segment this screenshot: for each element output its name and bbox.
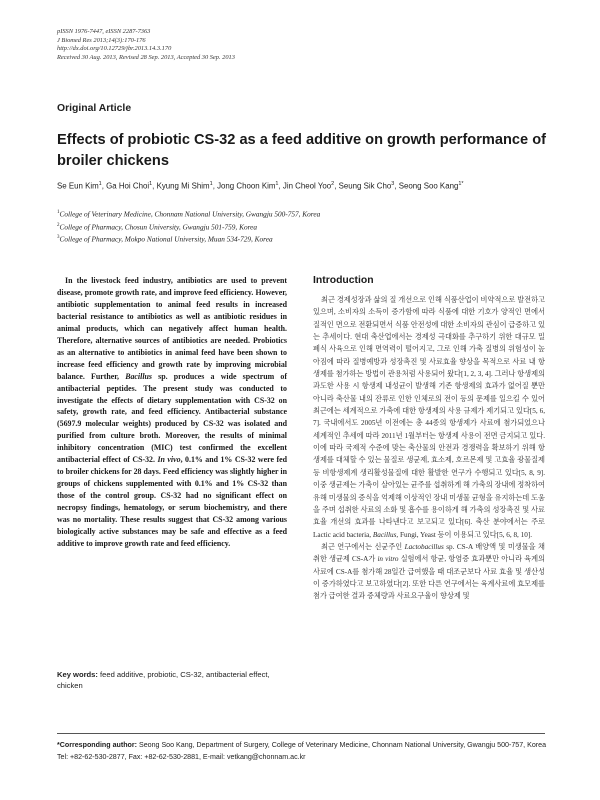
affiliation — [57, 232, 537, 245]
author-aff: 2 — [331, 181, 335, 187]
affiliation-text: College of Pharmacy, Chosun University, Gwangju 501-759, Korea — [59, 222, 258, 232]
author: Kyung Mi Shim — [156, 181, 210, 191]
keywords — [57, 669, 287, 691]
paragraph-text: 최근 경제성장과 삶의 질 개선으로 인해 식품산업이 비약적으로 발전하고 있으며, 소비자의 소득이 증가함에 따라 식품에 대한 기호가 양적인 면에서 질적인 면으로 전환되면서 식품 안전성에 대한 소비자의 관심이 급증하고 있는 추세이다. 현대 축산업에서는 경제성 극대화를 추구하기 위한 대규모 밀폐식 사육으로 인해 면역력이 떨어지고, 그로 인해 가축 질병의 위험성이 높아짐에 따라 질병예방과 성장촉진 및 사료효율 향상을 목적으로 사료 내 항생제를 첨가하는 방법이 관용처럼 사용되어 왔다[1, 2, 3, 4]. 그러나 항생제의 과도한 사용 시 항생제 내성균이 발생해 기존 항생제의 효과가 없어질 뿐만 아니라 축산물 내의 잔류로 인한 인체로의 전이 등의 문제를 일으킬 수 있어 최근에는 세계적으로 가축에 대한 항생제의 사용 규제가 제기되고 있다[5, 6, 7]. 국내에서도 2005년 이전에는 총 44종의 항생제가 사료에 첨가되었으나 세계적인 추세에 따라 2011년 1월부터는 항생제 사용이 전면 금지되고 있다. 이에 따라 국제적 수준에 맞는 축산물의 안전과 경쟁력을 확보하기 위해 항생제를 대체할 수 있는 물질로 생균제, 효소제, 호르몬제 및 고효율 광물질제 등 비항생제계 생리활성물질에 대한 활발한 연구가 수행되고 있다[5, 8, 9]. 이중 생균제는 가축이 살아있는 균주를 섭취하게 해 가축의 장내에 정착하여 유해 미생물의 증식을 억제해 이상적인 장내 미생물 균형을 유지하는데 도움을 주며 섭취한 사료의 소화 및 흡수를 용이하게 해 가축의 성장촉진 및 사료효율 개선의 효과를 나타낸다고 보고되고 있다[6]. 축산 분야에서는 주로 Lactic acid bacteria, — [313, 296, 545, 539]
italic-text: in vitro — [377, 555, 399, 564]
corresponding-author-footnote — [57, 739, 557, 764]
abstract-text: sp. produces a wide spectrum of antibacterial peptides. The present study was conducted to investigate the effects of dietary supplementation with CS-32 on safety, growth rate, and feed efficiency. Antibacterial substance (5697.9 molecular weights) produced by CS-32 was isolated and purified from culture broth. Moreover, the results of minimal inhibitory concentration (MIC) test confirmed the excellent antibacterial effect of CS-32. — [57, 371, 287, 465]
author-aff: 3 — [391, 181, 395, 187]
paragraph — [313, 541, 545, 603]
author-aff: 1 — [209, 181, 213, 187]
footnote-divider — [57, 733, 545, 734]
paragraph-text: sp. CS-A 배양액 및 미생물을 채취한 생균제 CS-A가 — [313, 542, 545, 564]
doi-link[interactable]: http://dx.doi.org/10.12729/jbr.2013.14.3.170 — [57, 45, 172, 53]
author-aff: 1* — [458, 181, 464, 187]
author: Ga Hoi Choi — [106, 181, 150, 191]
affiliation-text: College of Veterinary Medicine, Chonnam National University, Gwangju 500-757, Korea — [59, 209, 321, 219]
author-aff: 1 — [275, 181, 279, 187]
author-aff: 1 — [149, 181, 153, 187]
author-aff: 1 — [98, 181, 102, 187]
author: Seong Soo Kang — [398, 181, 459, 191]
abstract — [57, 275, 287, 550]
author: Jin Cheol Yoo — [282, 181, 332, 191]
paragraph-text: , Fungi, Yeast 등이 이용되고 있다[5, 6, 8, 10]. — [396, 530, 533, 539]
section-heading-introduction: Introduction — [313, 275, 374, 286]
affiliation-number: 1 — [57, 210, 60, 215]
keywords-label: Key words: — [57, 670, 98, 679]
author: Jong Choon Kim — [217, 181, 276, 191]
citation: J Biomed Res 2013;14(3):170-176 — [57, 36, 146, 44]
affiliation-number: 2 — [57, 222, 60, 228]
paper-title: Effects of probiotic CS-32 as a feed additive on growth performance of broiler chickens — [57, 132, 546, 169]
footnote-contact: Tel: +82-62-530-2877, Fax: +82-62-530-2881, E-mail: vetkang@chonnam.ac.kr — [57, 753, 306, 762]
paragraph-text: 최근 연구에서는 신균주인 — [321, 542, 405, 551]
footnote-label: *Corresponding author: — [57, 741, 137, 749]
affiliation-number: 3 — [57, 235, 60, 241]
italic-text: Lactobacillus — [404, 542, 444, 551]
issn: pISSN 1976-7447, eISSN 2287-7363 — [57, 28, 151, 35]
author-list: Se Eun Kim$^1$, Ga Hoi Choi$^1$, Kyung Mi Shim$^1$, Jong Choon Kim$^1$, Jin Cheol Yoo$^2$, Seung Sik Cho$^3$, Seong Soo Kang$^{1*}$ — [57, 181, 464, 191]
footnote-text: Seong Soo Kang, Department of Surgery, College of Veterinary Medicine, Chonnam National University, Gwangju 500-757, Korea — [137, 741, 547, 749]
affiliations — [57, 207, 537, 245]
author: Se Eun Kim — [57, 181, 99, 191]
affiliation-text: College of Pharmacy, Mokpo National University, Muan 534-729, Korea — [59, 234, 273, 244]
journal-meta — [57, 28, 357, 62]
italic-text: Bacillus — [372, 530, 397, 539]
introduction-body — [313, 294, 545, 603]
article-type: Original Article — [57, 103, 132, 114]
keywords-text: feed additive, probiotic, CS-32, antibacterial effect, chicken — [57, 670, 270, 690]
abstract-italic: Bacillus — [125, 371, 152, 381]
abstract-text: In the livestock feed industry, antibiotics are used to prevent disease, promote growth rate, and improve feed efficiency. However, antibiotic supplementation to animal feed results in increased bacterial resistance to antibiotics as well as antibiotic residues in animal products, which can negatively affect human health. Therefore, alternative sources of antibiotics are needed. Probiotics as an alternative to antibiotics in animal feed have been shown to increase feed efficiency and growth rate by improving microbial balance. Further, — [57, 276, 287, 381]
footnote-line — [57, 739, 557, 751]
paragraph-text: 실험에서 항균, 항염증 효과뿐만 아니라 육계의 사료에 CS-A를 첨가해 28일간 급여했을 때 대조군보다 사료 효율 및 생산성이 증가하였다고 보고하였다[2]. 또한 다른 연구에서는 육계사료에 효모제를 첨가 급여한 결과 증체량과 사료요구율이 향상제 및 — [313, 555, 545, 601]
dates: Received 30 Aug. 2013, Revised 28 Sep. 2013, Accepted 30 Sep. 2013 — [57, 53, 235, 61]
abstract-italic: In vivo — [157, 455, 181, 465]
affiliation — [57, 207, 537, 220]
affiliation — [57, 220, 537, 233]
paragraph — [313, 294, 545, 541]
author: Seung Sik Cho — [338, 181, 392, 191]
abstract-text: , 0.1% and 1% CS-32 were fed to broiler chickens for 28 days. Feed efficiency was slightly higher in groups of chickens supplemented with 0.1% and 1% CS-32 than those of the control group. CS-32 had no significant effect on necropsy findings, hematology, or serum biochemistry, and there was no mortality. These results suggest that CS-32 among various biologically active substances may be safe and effective as a feed additive to improve growth rate and feed efficiency. — [57, 455, 287, 548]
